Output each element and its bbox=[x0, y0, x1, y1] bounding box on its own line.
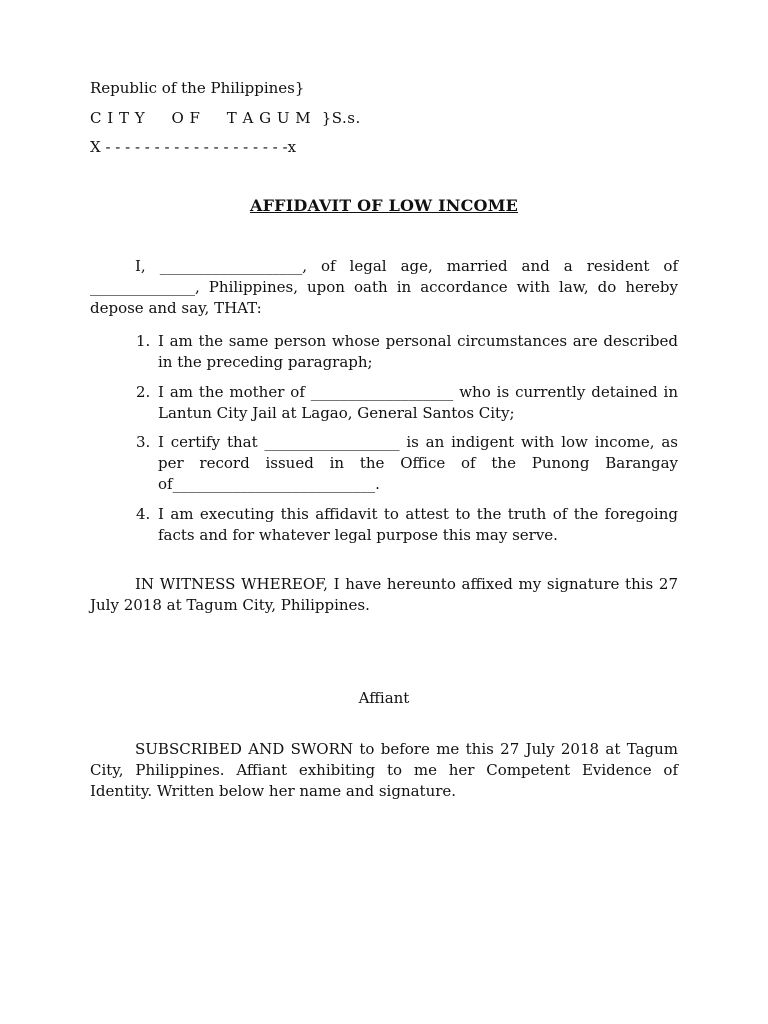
item-number: 1. bbox=[136, 332, 151, 350]
list-item bbox=[136, 504, 678, 546]
header-separator: X - - - - - - - - - - - - - - - - - - -x bbox=[90, 138, 297, 156]
witness-text: IN WITNESS WHEREOF, I have hereunto affixed my signature this 27 July 2018 at Tagum City, Philippines. bbox=[90, 575, 678, 614]
list-item bbox=[136, 432, 678, 495]
header-republic: Republic of the Philippines} bbox=[90, 79, 305, 97]
intro-text: I, ___________________, of legal age, married and a resident of ______________, Philippines, upon oath in accordance with law, do hereby depose and say, THAT: bbox=[90, 257, 678, 317]
item-text: I am the same person whose personal circumstances are described in the preceding paragraph; bbox=[158, 332, 678, 371]
item-number: 2. bbox=[136, 383, 151, 401]
item-text: I certify that __________________ is an indigent with low income, as per record issued in the Office of the Punong Barangay of___________________________. bbox=[158, 433, 678, 493]
intro-paragraph bbox=[90, 256, 678, 319]
affiant-label: Affiant bbox=[358, 689, 410, 707]
item-number: 4. bbox=[136, 505, 151, 523]
list-item bbox=[136, 331, 678, 373]
list-item bbox=[136, 382, 678, 424]
header-city: C I T Y O F T A G U M }S.s. bbox=[90, 109, 361, 127]
item-text: I am the mother of ___________________ who is currently detained in Lantun City Jail at Lagao, General Santos City; bbox=[158, 383, 678, 422]
witness-paragraph bbox=[90, 574, 678, 616]
sworn-paragraph bbox=[90, 739, 678, 802]
item-number: 3. bbox=[136, 433, 151, 451]
document-title: AFFIDAVIT OF LOW INCOME bbox=[250, 196, 518, 215]
sworn-text: SUBSCRIBED AND SWORN to before me this 27 July 2018 at Tagum City, Philippines. Affiant exhibiting to me her Competent Evidence of Identity. Written below her name and signature. bbox=[90, 740, 678, 800]
item-text: I am executing this affidavit to attest to the truth of the foregoing facts and for whatever legal purpose this may serve. bbox=[158, 505, 678, 544]
